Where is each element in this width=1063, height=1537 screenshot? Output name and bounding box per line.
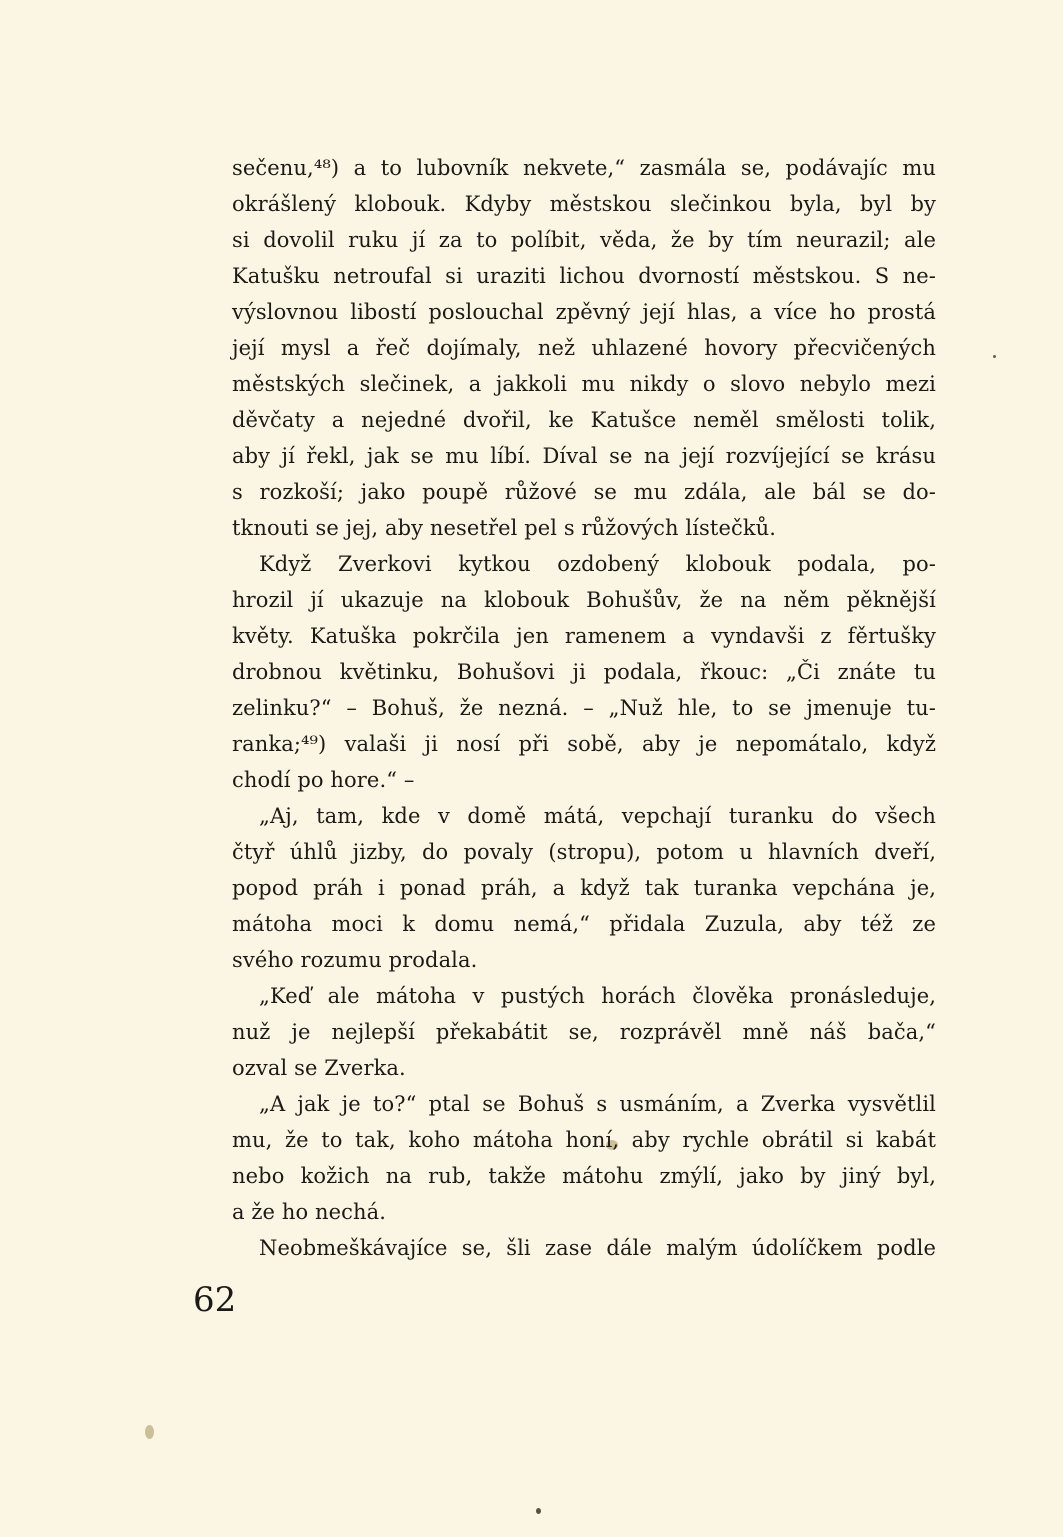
text-line: nuž je nejlepší překabátit se, rozprávěl mně náš bača,“ xyxy=(232,1020,936,1044)
text-line: nebo kožich na rub, takže mátohu zmýlí, jako by jiný byl, xyxy=(232,1164,936,1188)
text-line: ozval se Zverka. xyxy=(232,1056,406,1080)
text-line: „Aj, tam, kde v domě mátá, vepchají turanku do všech xyxy=(259,804,936,828)
paragraph xyxy=(232,150,936,546)
text-line: tknouti se jej, aby nesetřel pel s růžových lístečků. xyxy=(232,516,777,540)
text-line: čtyř úhlů jizby, do povaly (stropu), potom u hlavních dveří, xyxy=(232,840,936,864)
page-number: 62 xyxy=(193,1280,237,1320)
text-line: svého rozumu prodala. xyxy=(232,948,478,972)
text-line: mátoha moci k domu nemá,“ přidala Zuzula, aby též ze xyxy=(232,912,936,936)
text-line: popod práh i ponad práh, a když tak turanka vepchána je, xyxy=(232,876,936,900)
paragraph xyxy=(232,1086,936,1230)
paragraph xyxy=(232,978,936,1086)
body-text xyxy=(232,150,936,1266)
paper-spot xyxy=(536,1508,541,1514)
text-line: Když Zverkovi kytkou ozdobený klobouk podala, po- xyxy=(259,552,936,576)
text-line: květy. Katuška pokrčila jen ramenem a vyndavši z fěrtušky xyxy=(232,624,936,648)
text-line: městských slečinek, a jakkoli mu nikdy o slovo nebylo mezi xyxy=(232,372,936,396)
text-line: chodí po hore.“ – xyxy=(232,768,415,792)
text-line: Katušku netroufal si uraziti lichou dvorností městskou. S ne- xyxy=(232,264,936,288)
text-line: s rozkoší; jako poupě růžové se mu zdála, ale bál se do- xyxy=(232,480,936,504)
text-line: aby jí řekl, jak se mu líbí. Díval se na její rozvíjející se krásu xyxy=(232,444,936,468)
text-line: zelinku?“ – Bohuš, že nezná. – „Nuž hle, to se jmenuje tu- xyxy=(232,696,936,720)
text-line: si dovolil ruku jí za to políbit, věda, že by tím neurazil; ale xyxy=(232,228,936,252)
text-line: hrozil jí ukazuje na klobouk Bohušův, že na něm pěknější xyxy=(232,588,936,612)
paper-spot xyxy=(145,1425,154,1439)
text-line: „A jak je to?“ ptal se Bohuš s usmáním, a Zverka vysvětlil xyxy=(259,1092,936,1116)
text-line: drobnou květinku, Bohušovi ji podala, řkouc: „Či znáte tu xyxy=(232,660,936,684)
text-line: „Keď ale mátoha v pustých horách člověka pronásleduje, xyxy=(259,984,936,1008)
paragraph xyxy=(232,1230,936,1266)
paragraph xyxy=(232,546,936,798)
paragraph xyxy=(232,798,936,978)
text-line: sečenu,⁴⁸) a to lubovník nekvete,“ zasmála se, podávajíc mu xyxy=(232,156,936,180)
text-line: výslovnou libostí poslouchal zpěvný její hlas, a více ho prostá xyxy=(232,300,936,324)
text-line: její mysl a řeč dojímaly, než uhlazené hovory přecvičených xyxy=(232,336,936,360)
text-line: mu, že to tak, koho mátoha honí, aby rychle obrátil si kabát xyxy=(232,1128,936,1152)
text-line: děvčaty a nejedné dvořil, ke Katušce neměl smělosti tolik, xyxy=(232,408,936,432)
text-line: ranka;⁴⁹) valaši ji nosí při sobě, aby je nepomátalo, když xyxy=(232,732,936,756)
paper-spot xyxy=(993,355,996,358)
text-line: okrášlený klobouk. Kdyby městskou slečinkou byla, byl by xyxy=(232,192,936,216)
text-line: Neobmeškávajíce se, šli zase dále malým údolíčkem podle xyxy=(259,1236,936,1260)
text-line: a že ho nechá. xyxy=(232,1200,387,1224)
